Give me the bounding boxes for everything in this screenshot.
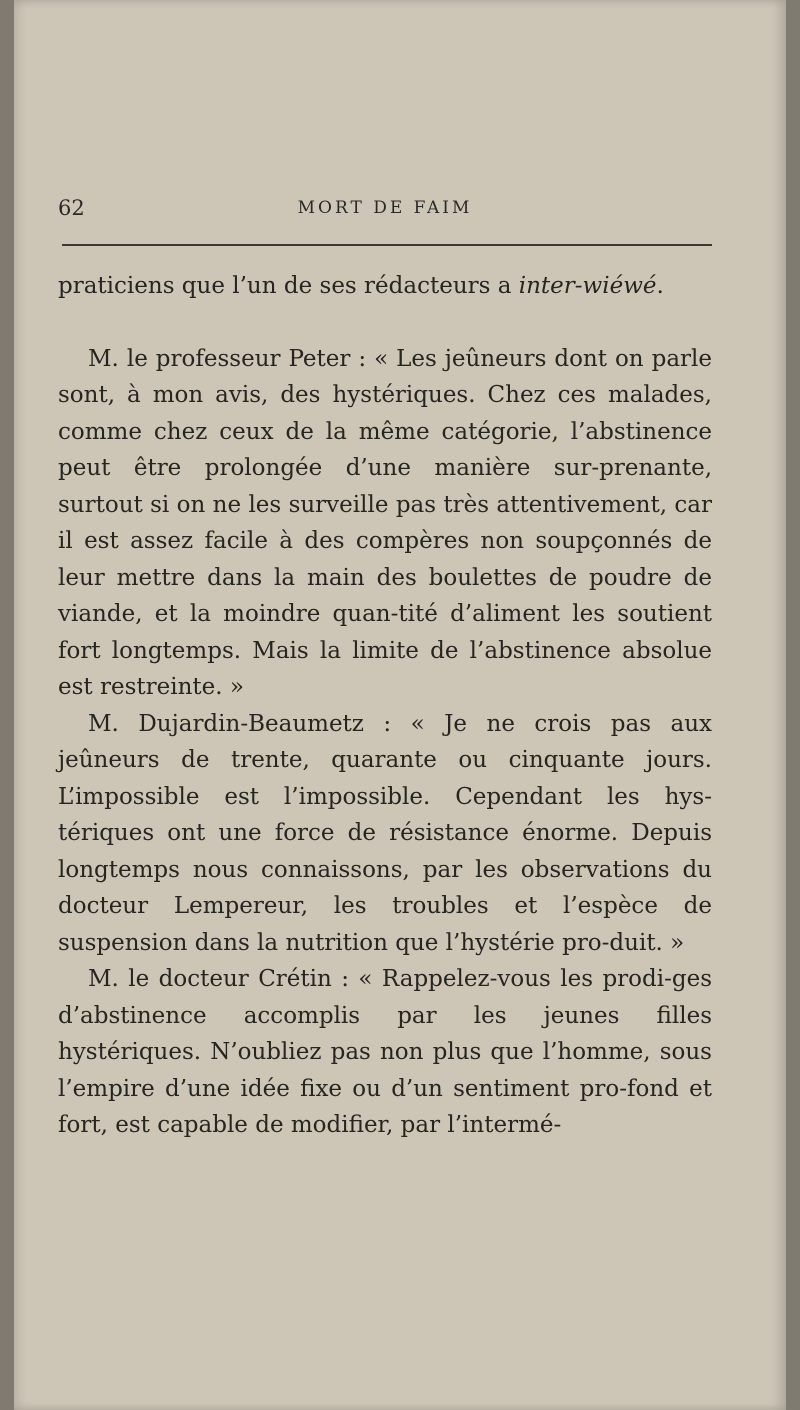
intro-end: . bbox=[656, 273, 664, 299]
paragraph-dujardin: M. Dujardin-Beaumetz : « Je ne crois pas aux jeûneurs de trente, quarante ou cinquante jours. L’impossible est l’impossible. Cependant les hys-tériques ont une force de résistance énorme. Depuis longtemps nous connaissons, par les observations du docteur Lempereur, les troubles et l’espèce de suspension dans la nutrition que l’hystérie pro-duit. » bbox=[58, 710, 712, 956]
running-title: MORT DE FAIM bbox=[297, 198, 473, 218]
paragraph-intro bbox=[58, 268, 712, 305]
page-header bbox=[58, 196, 712, 228]
intro-text: praticiens que l’un de ses rédacteurs a bbox=[58, 273, 519, 299]
book-page bbox=[14, 0, 786, 1410]
header-rule bbox=[62, 244, 712, 246]
intro-italic: inter-wiéwé bbox=[518, 273, 657, 299]
page-number: 62 bbox=[58, 196, 85, 220]
paragraph-peter: M. le professeur Peter : « Les jeûneurs dont on parle sont, à mon avis, des hystériques. Chez ces malades, comme chez ceux de la même catégorie, l’abstinence peut être prolongée d’une manière sur-prenante, surtout si on ne les surveille pas très attentivement, car il est assez facile à des compères non soupçonnés de leur mettre dans la main des boulettes de poudre de viande, et la moindre quan-tité d’aliment les soutient fort longtemps. Mais la limite de l’abstinence absolue est restreinte. » bbox=[58, 345, 712, 700]
body-text bbox=[58, 268, 712, 1144]
paragraph-cretin: M. le docteur Crétin : « Rappelez-vous les prodi-ges d’abstinence accomplis par les jeunes filles hystériques. N’oubliez pas non plus que l’homme, sous l’empire d’une idée fixe ou d’un sentiment pro-fond et fort, est capable de modifier, par l’intermé- bbox=[58, 966, 712, 1138]
